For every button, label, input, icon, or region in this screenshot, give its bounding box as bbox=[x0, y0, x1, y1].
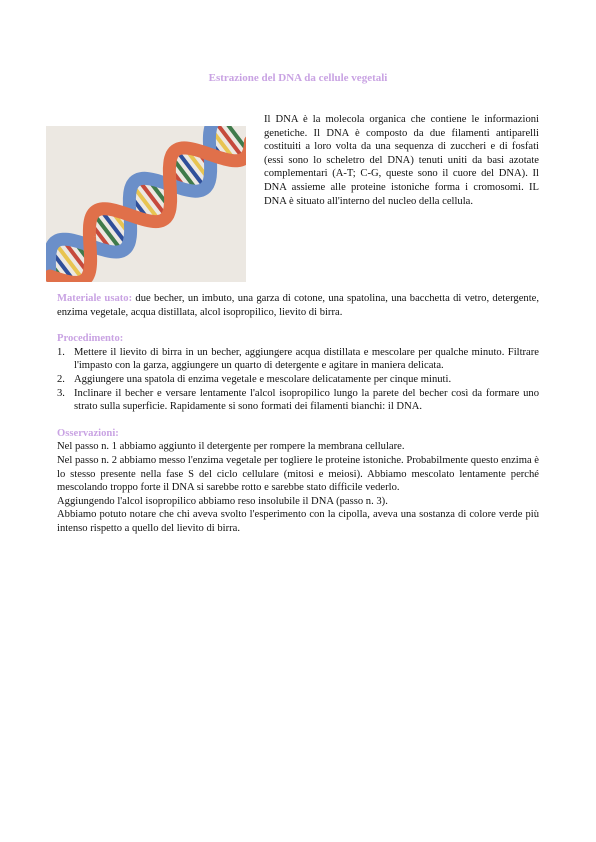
observation-paragraph: Nel passo n. 1 abbiamo aggiunto il detergente per rompere la membrana cellulare. bbox=[57, 441, 405, 453]
procedure-list bbox=[57, 346, 539, 414]
observation-paragraph: Nel passo n. 2 abbiamo messo l'enzima vegetale per togliere le proteine istoniche. Probabilmente questo enzima è lo stesso presente nella fase S del ciclo cellulare (mitosi e meiosi). Abbiamo mescolato lentamente perché mescolando troppo forte il DNA si sarebbe rotto e sarebbe stato difficile vederlo. bbox=[57, 454, 540, 494]
step-text: Aggiungere una spatola di enzima vegetale e mescolare delicatamente per cinque minuti. bbox=[74, 373, 452, 385]
observation-paragraph: Aggiungendo l'alcol isopropilico abbiamo reso insolubile il DNA (passo n. 3). bbox=[57, 495, 388, 507]
observation-paragraph: Abbiamo potuto notare che chi aveva svolto l'esperimento con la cipolla, aveva una sostanza di colore verde più intenso rispetto a quello del lievito di birra. bbox=[57, 509, 539, 534]
document-body bbox=[57, 292, 539, 536]
list-item bbox=[57, 387, 539, 414]
materials-text: due becher, un imbuto, una garza di cotone, una spatolina, una bacchetta di vetro, detergente, enzima vegetale, acqua distillata, alcol isopropilico, lievito di birra. bbox=[57, 293, 539, 318]
step-number: 3. bbox=[57, 387, 65, 399]
materials-paragraph bbox=[57, 292, 539, 319]
intro-paragraph: Il DNA è la molecola organica che contiene le informazioni genetiche. Il DNA è composto da due filamenti antiparelli costituiti a loro volta da una sequenza di zuccheri e di fosfati (essi sono lo scheletro del DNA) tenuti uniti da basi azotate complementari (A-T; C-G, queste sono il cuore del DNA). Il DNA assieme alle proteine istoniche forma i cromosomi. IL DNA è situato all'interno del nucleo della cellula. bbox=[264, 114, 539, 207]
dna-helix-icon bbox=[46, 126, 246, 282]
step-number: 2. bbox=[57, 373, 65, 385]
procedure-section bbox=[57, 332, 539, 414]
step-number: 1. bbox=[57, 346, 65, 358]
list-item bbox=[57, 373, 539, 387]
step-text: Mettere il lievito di birra in un becher, aggiungere acqua distillata e mescolare per qualche minuto. Filtrare l'impasto con la garza, aggiungere un quarto di detergente e agitare in maniera delicata. bbox=[74, 346, 539, 372]
procedure-heading: Procedimento: bbox=[57, 333, 124, 345]
dna-illustration bbox=[46, 126, 246, 282]
step-text: Inclinare il becher e versare lentamente l'alcol isopropilico lungo la parete del becher così da formare uno strato sulla superficie. Rapidamente si sono formati dei filamenti bianchi: il DNA. bbox=[74, 387, 539, 413]
materials-heading: Materiale usato: bbox=[57, 293, 133, 304]
list-item bbox=[57, 346, 539, 373]
observations-section bbox=[57, 427, 539, 536]
observations-heading: Osservazioni: bbox=[57, 427, 119, 439]
page-title: Estrazione del DNA da cellule vegetali bbox=[208, 72, 388, 84]
